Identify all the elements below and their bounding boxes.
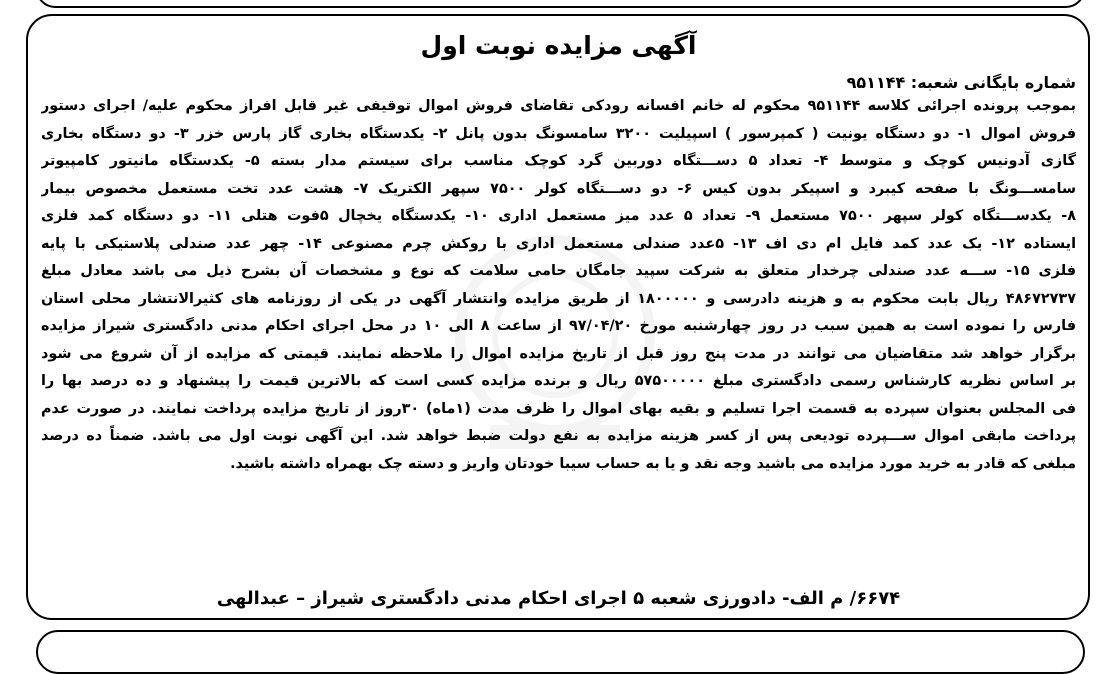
body-line: فی المجلس بعنوان سپرده به قسمت اجرا تسلیم و بقیه بهای اموال را ظرف مدت (۱ماه) ۳۰روز از تاریخ مزایده پرداخت نمایند. در صورت عدم [41, 400, 1076, 417]
body-line: فارس را نموده است به همین سبب در روز چهارشنبه مورخ ۹۷/۰۴/۲۰ از ساعت ۸ الی ۱۰ در محل اجرای احکام مدنی دادگستری شیراز مزایده [41, 318, 1076, 334]
body-line: ایستاده ۱۲- یک عدد کمد فایل ام دی اف ۱۳- ۵عدد صندلی مستعمل اداری با روکش چرم مصنوعی ۱۴- چهر عدد صندلی پلاستیکی با پایه [41, 235, 1076, 252]
body-line: ۴۸۶۷۲۷۳۷ ریال بابت محکوم به و هزینه دادرسی و ۱۸۰۰۰۰۰ از طریق مزایده وانتشار آگهی در یکی از روزنامه های کثیرالانتشار محلی استان [41, 290, 1076, 307]
body-line: فلزی ۱۵- ســـه عدد صندلی چرخدار متعلق به شرکت سپید جامگان حامی سلامت که نوع و مشخصات آن بشرح ذیل می باشد معادل مبلغ [41, 263, 1076, 279]
notice-title: آگهی مزایده نوبت اول [420, 31, 697, 60]
next-notice-frame [36, 630, 1085, 674]
body-line: مبلغی که قادر به خرید مورد مزایده می باشید وجه نقد و یا به حساب سیبا خودتان واریز و دسته چک بهمراه داشته باشید. [230, 455, 1076, 472]
body-line: سامســـونگ با صفحه کیبرد و اسپیکر بدون کیس ۶- دو دســـتگاه کولر ۷۵۰۰ سپهر الکتریک ۷- هشت عدد تخت مستعمل مخصوص بیمار [41, 180, 1076, 197]
file-number: شماره بایگانی شعبه: ۹۵۱۱۴۴ [846, 73, 1076, 92]
body-line: ۸- یکدســـتگاه کولر سپهر ۷۵۰۰ مستعمل ۹- تعداد ۵ عدد میز مستعمل اداری ۱۰- یکدستگاه یخچال ۵فوت هتلی ۱۱- دو دستگاه کمد فلزی [41, 208, 1076, 224]
body-line: بموجب پرونده اجرائی کلاسه ۹۵۱۱۴۴ محکوم له خانم افسانه رودکی تقاضای فروش اموال توقیفی غیر قابل افراز محکوم علیه/ اجرای دستور [41, 98, 1076, 114]
body-line: فروش اموال ۱- دو دستگاه یونیت ( کمپرسور ) اسپیلیت ۳۲۰۰ سامسونگ بدون پانل ۲- یکدستگاه بخاری گاز پارس خزر ۳- دو دستگاه بخاری [41, 125, 1076, 142]
notice-body [41, 93, 1076, 478]
body-line: بر اساس نظریه کارشناس رسمی دادگستری مبلغ ۵۷۵۰۰۰۰۰ ریال و برنده مزایده کسی است که بالاترین قیمت را پیشنهاد و ده درصد بها را [41, 373, 1076, 389]
body-line: گازی آدونیس کوچک و متوسط ۴- تعداد ۵ دســـتگاه دوربین گرد کوچک مناسب برای سیستم مدار بسته ۵- یکدستگاه مانیتور کامپیوتر [41, 153, 1076, 169]
body-line: پرداخت مابقی اموال ســـپرده تودیعی پس از کسر هزینه مزایده به نفع دولت ضبط خواهد شد. این آگهی نوبت اول می باشد. ضمناً ده درصد [41, 428, 1076, 444]
previous-notice-frame [36, 0, 1085, 8]
body-line: برگزار خواهد شد متقاضیان می توانند در مدت پنج روز قبل از تاریخ مزایده اموال را ملاحظه نمایند. قیمتی که مزایده از آن شروع می شود [41, 345, 1076, 362]
notice-signature: ۶۶۷۴/ م الف- دادورزی شعبه ۵ اجرای احکام مدنی دادگستری شیراز – عبدالهی [216, 588, 901, 609]
